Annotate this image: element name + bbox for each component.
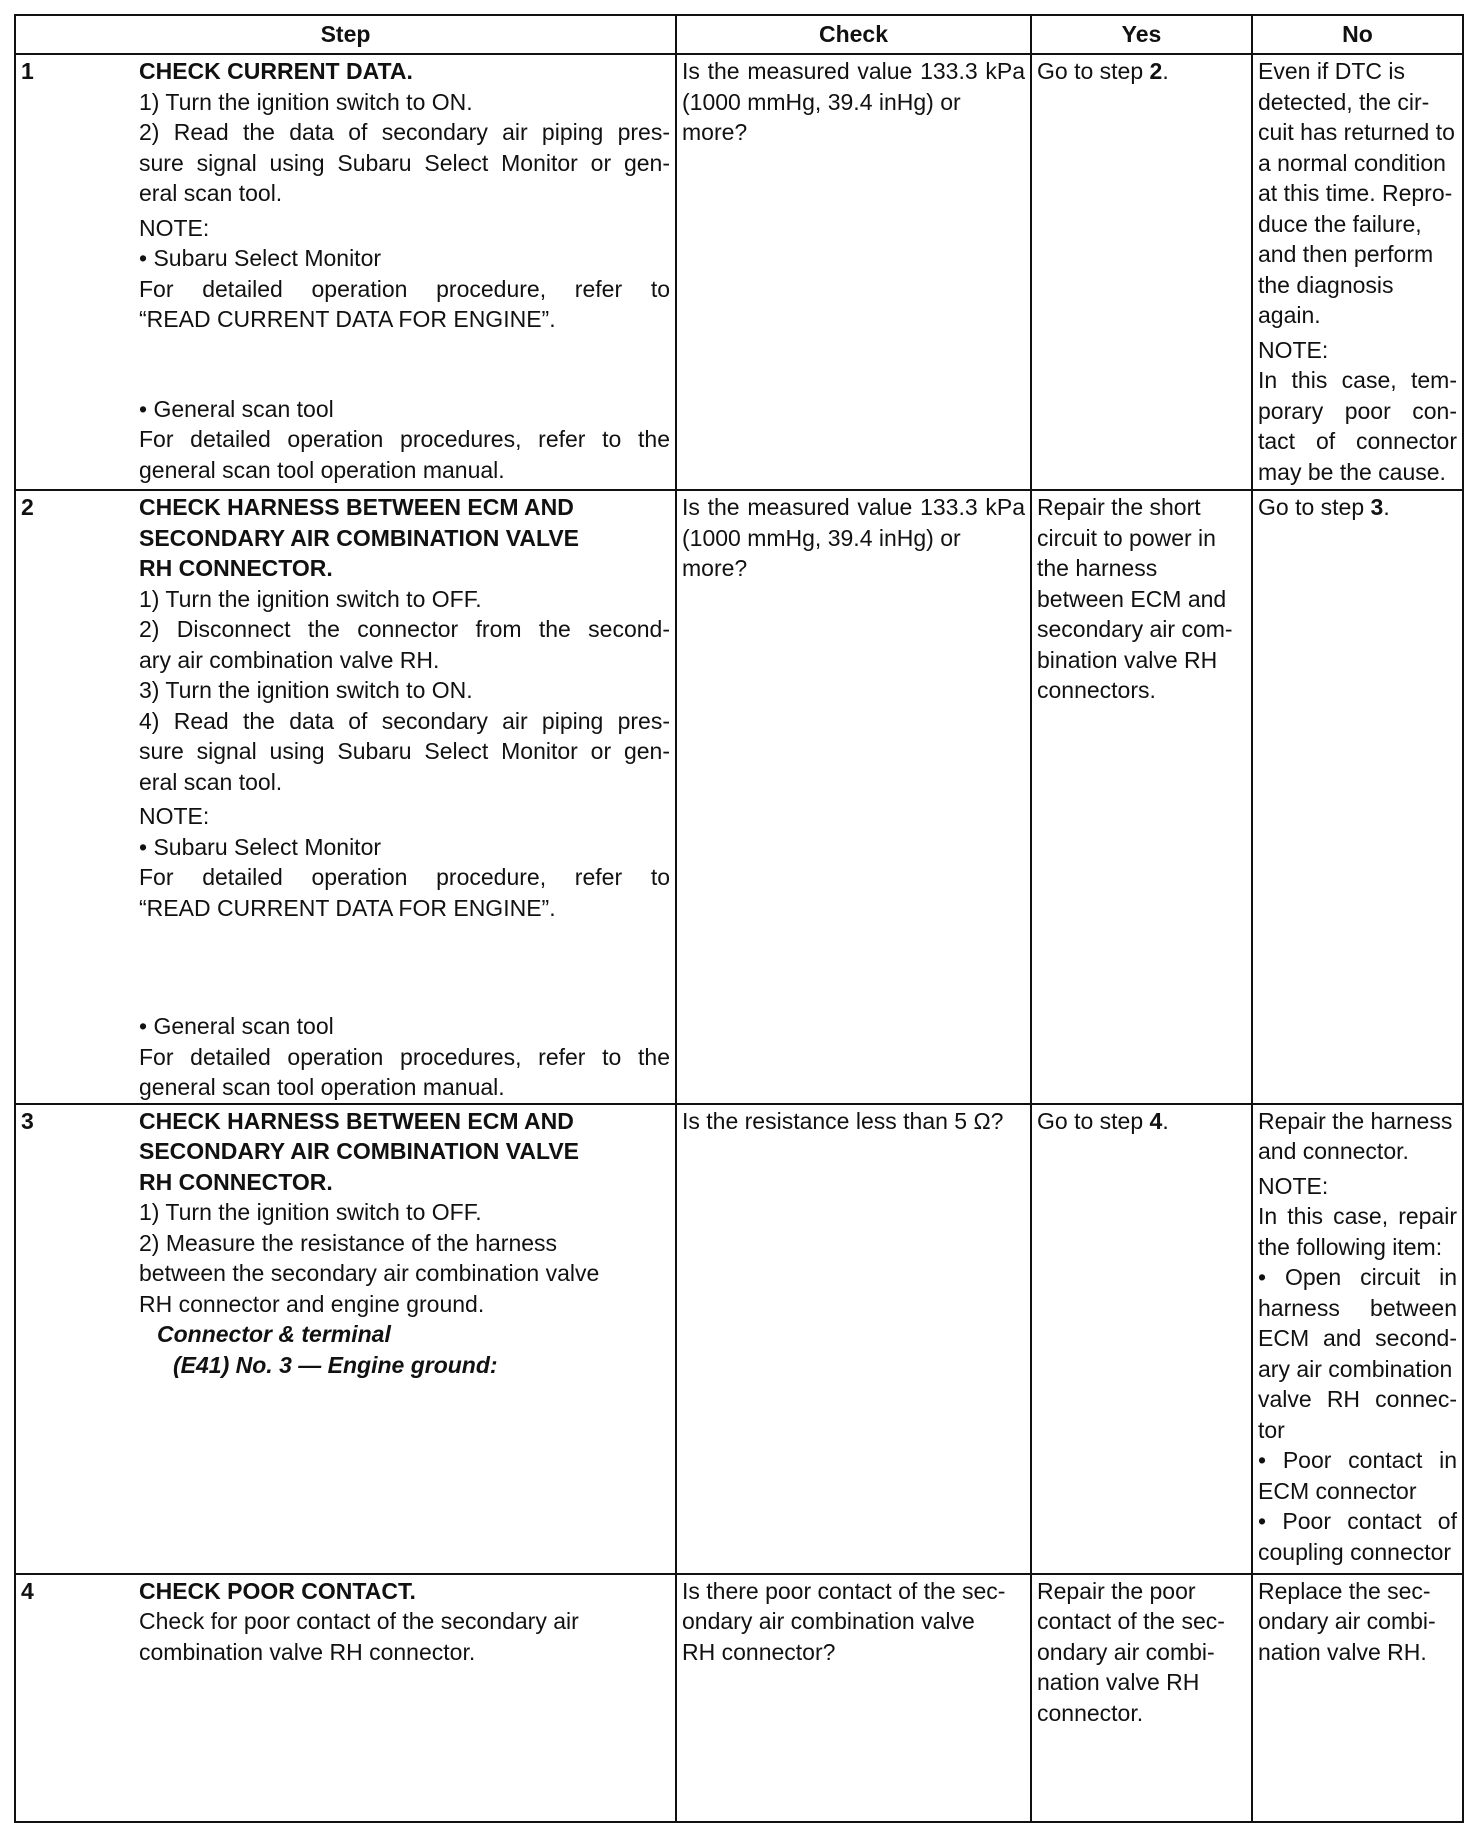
yes-cell <box>1031 490 1252 1104</box>
no-line: at this time. Repro- <box>1258 180 1453 206</box>
no-line: detected, the cir- <box>1258 88 1430 115</box>
note-label: NOTE: <box>139 803 210 829</box>
yes-cell <box>1031 1104 1252 1574</box>
yes-cell <box>1031 1574 1252 1822</box>
check-cell <box>676 1574 1031 1822</box>
yes-line: bination valve RH <box>1037 646 1218 673</box>
step-line: 2) Read the data of secondary air piping pres- <box>139 119 670 145</box>
note-text: general scan tool operation manual. <box>139 456 505 483</box>
step-line: ary air combination valve RH. <box>139 646 440 673</box>
spec-label: Connector & terminal <box>157 1321 391 1347</box>
note-text: porary poor con- <box>1258 397 1457 424</box>
step-line: 4) Read the data of secondary air piping pres- <box>139 707 670 734</box>
step-title: CHECK POOR CONTACT. <box>139 1577 416 1604</box>
check-line: Is the measured value 133.3 kPa <box>682 494 1025 520</box>
no-text: Go to step <box>1258 494 1371 520</box>
header-yes: Yes <box>1031 15 1252 54</box>
step-line: sure signal using Subaru Select Monitor or gen- <box>139 738 670 764</box>
no-line: again. <box>1258 302 1321 328</box>
note-text: For detailed operation procedures, refer to the <box>139 1043 670 1070</box>
step-line: 1) Turn the ignition switch to OFF. <box>139 585 482 612</box>
step-title: RH CONNECTOR. <box>139 555 333 581</box>
table-row <box>15 1574 1463 1822</box>
table-row <box>15 490 1463 1104</box>
step-line: Check for poor contact of the secondary air <box>139 1608 579 1634</box>
note-text: In this case, repair <box>1258 1203 1457 1229</box>
yes-line: connector. <box>1037 1699 1144 1726</box>
no-bullet: • Poor contact in <box>1258 1445 1457 1476</box>
note-label: NOTE: <box>139 214 210 241</box>
yes-line: circuit to power in <box>1037 524 1216 551</box>
step-line: 2) Disconnect the connector from the second- <box>139 616 670 642</box>
header-no: No <box>1252 15 1463 54</box>
yes-cell <box>1031 54 1252 490</box>
no-cell <box>1252 1104 1463 1574</box>
step-title: CHECK CURRENT DATA. <box>139 58 413 84</box>
note-label: NOTE: <box>1258 1172 1329 1199</box>
step-description <box>134 490 676 1104</box>
check-line: Is the measured value 133.3 kPa <box>682 58 1025 84</box>
note-text: the following item: <box>1258 1233 1443 1260</box>
diagnostic-table <box>14 14 1464 1823</box>
check-line: RH connector? <box>682 1638 836 1665</box>
yes-step-number: 4 <box>1149 1107 1163 1134</box>
no-line: nation valve RH. <box>1258 1638 1427 1665</box>
no-bullet: • Poor contact of <box>1258 1506 1457 1537</box>
note-label: NOTE: <box>1258 336 1329 363</box>
header-row <box>15 15 1463 54</box>
yes-text: Go to step <box>1037 58 1150 84</box>
check-line: more? <box>682 119 748 145</box>
no-bullet-line: harness between <box>1258 1294 1457 1321</box>
note-text: In this case, tem- <box>1258 367 1457 393</box>
check-line: Is the resistance less than 5 Ω? <box>682 1107 1004 1134</box>
yes-text: . <box>1162 58 1169 84</box>
yes-text: . <box>1162 1107 1169 1134</box>
step-line: 1) Turn the ignition switch to OFF. <box>139 1199 482 1225</box>
no-line: and connector. <box>1258 1138 1409 1164</box>
note-text: may be the cause. <box>1258 458 1446 485</box>
yes-line: between ECM and <box>1037 585 1227 612</box>
no-line: Replace the sec- <box>1258 1577 1431 1604</box>
note-text: For detailed operation procedure, refer to <box>139 864 670 890</box>
check-line: (1000 mmHg, 39.4 inHg) or <box>682 88 961 115</box>
step-number: 3 <box>15 1104 134 1574</box>
note-text: general scan tool operation manual. <box>139 1074 505 1100</box>
yes-line: contact of the sec- <box>1037 1608 1225 1634</box>
note-bullet: • General scan tool <box>139 1011 670 1042</box>
step-line: between the secondary air combination valve <box>139 1260 600 1286</box>
step-title: CHECK HARNESS BETWEEN ECM AND <box>139 494 574 520</box>
note-text: “READ CURRENT DATA FOR ENGINE”. <box>139 306 556 332</box>
yes-line: ondary air combi- <box>1037 1638 1215 1665</box>
step-line: RH connector and engine ground. <box>139 1290 485 1317</box>
step-line: combination valve RH connector. <box>139 1638 476 1665</box>
check-line: more? <box>682 555 748 581</box>
step-number: 1 <box>15 54 134 490</box>
step-description <box>134 1104 676 1574</box>
no-text: . <box>1383 494 1390 520</box>
yes-line: the harness <box>1037 555 1158 581</box>
yes-line: secondary air com- <box>1037 616 1233 642</box>
no-line: Even if DTC is <box>1258 58 1405 84</box>
no-bullet: • Open circuit in <box>1258 1262 1457 1293</box>
check-cell <box>676 54 1031 490</box>
no-line: cuit has returned to <box>1258 119 1455 145</box>
no-line: the diagnosis <box>1258 271 1394 298</box>
step-description <box>134 54 676 490</box>
header-step: Step <box>15 15 676 54</box>
check-cell <box>676 490 1031 1104</box>
note-text: For detailed operation procedures, refer to the <box>139 426 670 452</box>
step-line: 1) Turn the ignition switch to ON. <box>139 88 473 115</box>
yes-step-number: 2 <box>1149 58 1163 84</box>
step-title: SECONDARY AIR COMBINATION VALVE <box>139 524 579 551</box>
step-title: RH CONNECTOR. <box>139 1168 333 1195</box>
no-cell <box>1252 54 1463 490</box>
step-number: 2 <box>15 490 134 1104</box>
no-line: and then perform <box>1258 241 1434 267</box>
step-line: 2) Measure the resistance of the harness <box>139 1229 558 1256</box>
table-row <box>15 54 1463 490</box>
no-line: a normal condition <box>1258 149 1446 176</box>
spec-value: (E41) No. 3 — Engine ground: <box>173 1351 498 1378</box>
note-text: tact of connector <box>1258 428 1457 454</box>
header-check: Check <box>676 15 1031 54</box>
step-line: 3) Turn the ignition switch to ON. <box>139 677 473 703</box>
no-cell <box>1252 490 1463 1104</box>
check-line: Is there poor contact of the sec- <box>682 1577 1006 1604</box>
no-line: duce the failure, <box>1258 210 1422 237</box>
no-bullet-line: tor <box>1258 1416 1285 1443</box>
step-line: eral scan tool. <box>139 768 283 795</box>
yes-line: Repair the poor <box>1037 1577 1196 1604</box>
yes-line: Repair the short <box>1037 494 1201 520</box>
note-bullet: • General scan tool <box>139 394 670 425</box>
no-bullet-line: coupling connector <box>1258 1538 1452 1565</box>
note-bullet: • Subaru Select Monitor <box>139 243 670 274</box>
no-bullet-line: ary air combination <box>1258 1355 1453 1382</box>
yes-line: connectors. <box>1037 677 1156 703</box>
step-description <box>134 1574 676 1822</box>
yes-text: Go to step <box>1037 1107 1150 1134</box>
step-title: SECONDARY AIR COMBINATION VALVE <box>139 1138 579 1164</box>
step-number: 4 <box>15 1574 134 1822</box>
no-bullet-line: valve RH connec- <box>1258 1386 1457 1412</box>
no-cell <box>1252 1574 1463 1822</box>
step-line: sure signal using Subaru Select Monitor or gen- <box>139 149 670 176</box>
note-text: For detailed operation procedure, refer to <box>139 275 670 302</box>
check-line: (1000 mmHg, 39.4 inHg) or <box>682 524 961 551</box>
note-bullet: • Subaru Select Monitor <box>139 832 670 863</box>
step-line: eral scan tool. <box>139 180 283 206</box>
check-cell <box>676 1104 1031 1574</box>
no-step-number: 3 <box>1370 494 1384 520</box>
step-title: CHECK HARNESS BETWEEN ECM AND <box>139 1107 574 1134</box>
table-row <box>15 1104 1463 1574</box>
no-bullet-line: ECM and second- <box>1258 1325 1457 1351</box>
check-line: ondary air combination valve <box>682 1608 975 1634</box>
yes-line: nation valve RH <box>1037 1669 1200 1695</box>
no-line: Repair the harness <box>1258 1107 1453 1134</box>
no-line: ondary air combi- <box>1258 1608 1436 1634</box>
note-text: “READ CURRENT DATA FOR ENGINE”. <box>139 894 556 921</box>
no-bullet-line: ECM connector <box>1258 1477 1417 1504</box>
